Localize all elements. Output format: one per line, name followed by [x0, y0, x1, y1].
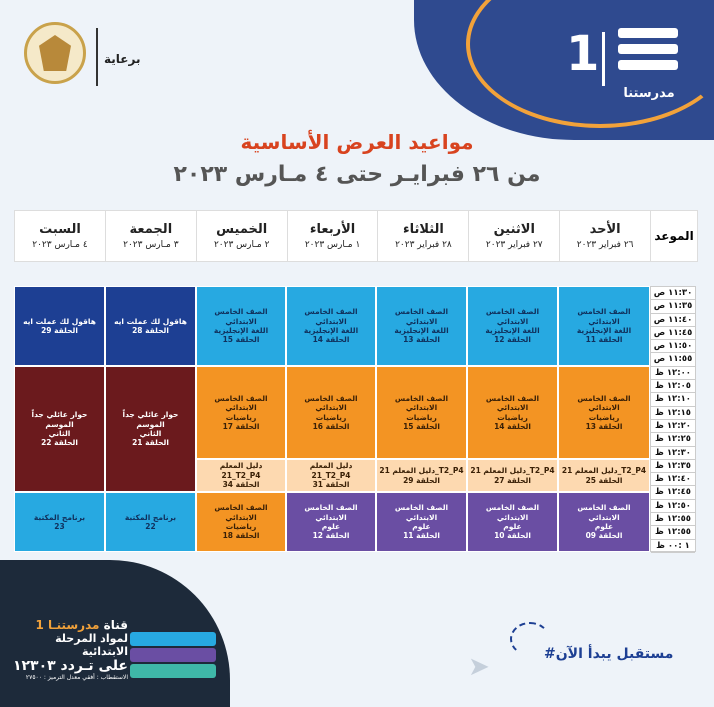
- time-slot: ١٢:٥٠ ظ: [651, 500, 695, 513]
- program-cell: دليل المعلم 21_T2_P4 الحلقة 34: [196, 459, 286, 492]
- program-cell: الصف الخامس الابتدائي علوم الحلقة 12: [286, 492, 376, 552]
- program-cell: دليل المعلم 21_T2_P4 الحلقة 29: [376, 459, 467, 492]
- day-header-wednesday: الأربعاء ١ مـارس ٢٠٢٣: [287, 211, 378, 261]
- time-slot: ١١:٣٥ ص: [651, 300, 695, 313]
- brand-number: 1: [566, 26, 600, 82]
- program-cell: الصف الخامس الابتدائي رياضيات الحلقة 14: [467, 366, 558, 459]
- time-slot: ١٢:٠٥ ظ: [651, 380, 695, 393]
- time-slot: ١١:٣٠ ص: [651, 287, 695, 300]
- sponsor-label: برعاية: [104, 52, 141, 66]
- program-cell: الصف الخامس الابتدائي رياضيات الحلقة 13: [558, 366, 650, 459]
- brand-divider: [602, 32, 605, 86]
- program-cell: هاقول لك عملت ايه الحلقة 28: [105, 286, 196, 366]
- time-slot: ١٢:١٠ ظ: [651, 393, 695, 406]
- program-cell: الصف الخامس الابتدائي علوم الحلقة 11: [376, 492, 467, 552]
- ministry-emblem-icon: [24, 22, 86, 84]
- day-header-tuesday: الثلاثاء ٢٨ فبراير ٢٠٢٣: [377, 211, 468, 261]
- sponsor-divider: [96, 28, 98, 86]
- channel-label: قناة: [103, 618, 128, 632]
- brand-icon: [618, 28, 678, 80]
- program-cell: الصف الخامس الابتدائي رياضيات الحلقة 17: [196, 366, 286, 459]
- time-slot: ١٢:٠٠ ظ: [651, 367, 695, 380]
- channel-frequency: على تـردد ١٢٣٠٣: [12, 658, 128, 674]
- brand-name: مدرستنا: [623, 86, 675, 101]
- channel-info: [8, 618, 128, 681]
- schedule-header-row: [14, 210, 698, 262]
- channel-polarization: الاستقطاب : أفقي معدل الترميز : ٢٧٥٠٠: [25, 674, 128, 681]
- program-cell: الصف الخامس الابتدائي اللغة الإنجليزية الحلقة 15: [196, 286, 286, 366]
- page-subtitle: من ٢٦ فبرايـر حتى ٤ مـارس ٢٠٢٣: [173, 162, 541, 187]
- day-header-friday: الجمعة ٣ مـارس ٢٠٢٣: [105, 211, 196, 261]
- time-slot: ١٢:٣٥ ظ: [651, 460, 695, 473]
- time-slot: ١٢:١٥ ظ: [651, 407, 695, 420]
- program-cell: الصف الخامس الابتدائي علوم الحلقة 09: [558, 492, 650, 552]
- channel-subject: لمواد المرحلة الابتدائية: [55, 632, 128, 658]
- program-cell: الصف الخامس الابتدائي علوم الحلقة 10: [467, 492, 558, 552]
- time-slot: ١١:٤٥ ص: [651, 327, 695, 340]
- paper-plane-icon: ➤: [468, 652, 490, 682]
- program-cell: الصف الخامس الابتدائي اللغة الإنجليزية الحلقة 13: [376, 286, 467, 366]
- time-column-header: الموعد: [650, 211, 697, 261]
- program-cell: الصف الخامس الابتدائي رياضيات الحلقة 18: [196, 492, 286, 552]
- program-cell: هاقول لك عملت ايه الحلقة 29: [14, 286, 105, 366]
- program-cell: الصف الخامس الابتدائي اللغة الإنجليزية الحلقة 11: [558, 286, 650, 366]
- program-cell: دليل المعلم 21_T2_P4 الحلقة 25: [558, 459, 650, 492]
- program-cell: الصف الخامس الابتدائي رياضيات الحلقة 15: [376, 366, 467, 459]
- page-title: مواعيد العرض الأساسية: [240, 130, 474, 154]
- slogan: #مستقبل يبدأ الآن: [544, 646, 674, 662]
- time-slot: ١٢:٤٠ ظ: [651, 473, 695, 486]
- time-slot: ١١:٤٠ ص: [651, 314, 695, 327]
- day-header-thursday: الخميس ٢ مـارس ٢٠٢٣: [196, 211, 287, 261]
- day-header-saturday: السبت ٤ مـارس ٢٠٢٣: [32, 222, 88, 250]
- program-cell: حوار عائلي جداً الموسم الثاني الحلقة 22: [14, 366, 105, 492]
- time-slot: ١٢:٢٥ ظ: [651, 433, 695, 446]
- madrasatona-logo: [566, 22, 686, 102]
- schedule-grid: [14, 286, 696, 552]
- program-cell: حوار عائلي جداً الموسم الثاني الحلقة 21: [105, 366, 196, 492]
- channel-name: مدرستنـا 1: [35, 618, 100, 632]
- program-cell: برنامج المكتبة 23: [14, 492, 105, 552]
- time-slot: ١٢:٥٥ ظ: [651, 513, 695, 526]
- time-slot: ١ :٠٠ ظ: [651, 540, 695, 553]
- time-slot: ١١:٥٥ ص: [651, 353, 695, 366]
- time-slot: ١٢:٤٥ ظ: [651, 486, 695, 499]
- program-cell: برنامج المكتبة 22: [105, 492, 196, 552]
- time-slot: ١١:٥٠ ص: [651, 340, 695, 353]
- time-column: [650, 286, 696, 552]
- books-icon: [130, 632, 220, 692]
- time-slot: ١٢:٢٠ ظ: [651, 420, 695, 433]
- time-slot: ١٢:٥٥ ظ: [651, 526, 695, 539]
- day-header-monday: الاثنين ٢٧ فبراير ٢٠٢٣: [468, 211, 559, 261]
- program-cell: الصف الخامس الابتدائي اللغة الإنجليزية الحلقة 14: [286, 286, 376, 366]
- program-cell: دليل المعلم 21_T2_P4 الحلقة 27: [467, 459, 558, 492]
- day-header-sunday: الأحد ٢٦ فبراير ٢٠٢٣: [559, 211, 650, 261]
- program-cell: الصف الخامس الابتدائي اللغة الإنجليزية الحلقة 12: [467, 286, 558, 366]
- program-cell: الصف الخامس الابتدائي رياضيات الحلقة 16: [286, 366, 376, 459]
- program-cell: دليل المعلم 21_T2_P4 الحلقة 31: [286, 459, 376, 492]
- time-slot: ١٢:٣٠ ظ: [651, 447, 695, 460]
